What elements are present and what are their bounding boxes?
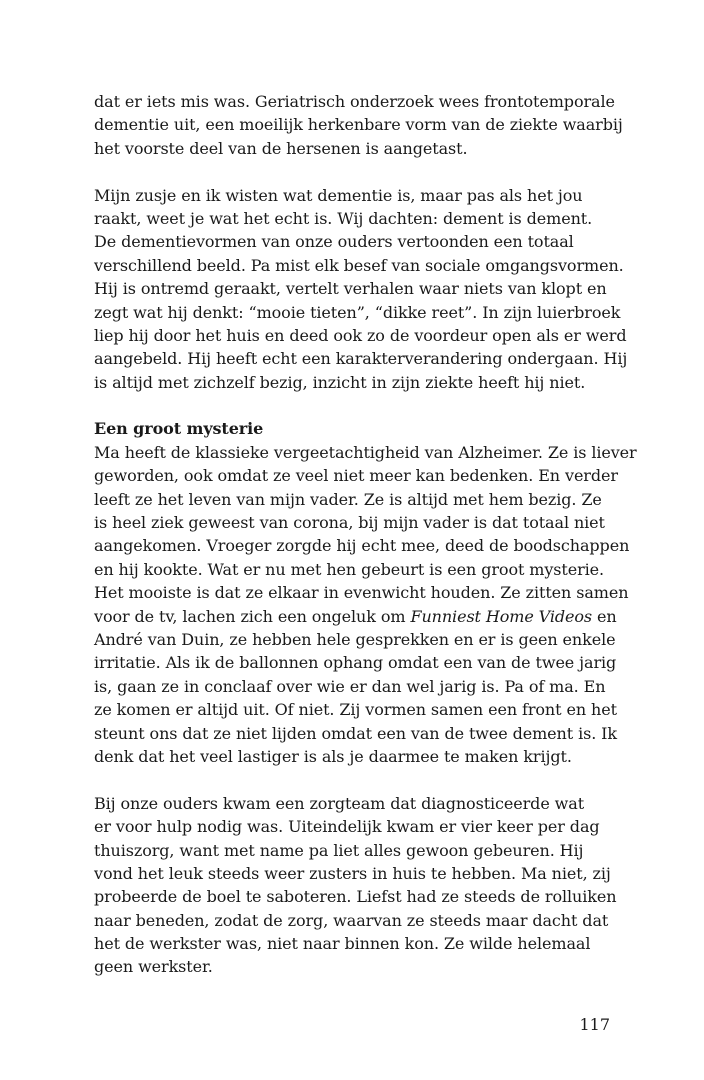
text-line: ze komen er altijd uit. Of niet. Zij vormen samen een front en het bbox=[94, 700, 617, 720]
text-line: aangekomen. Vroeger zorgde hij echt mee, deed de boodschappen bbox=[94, 536, 630, 556]
text-line: Ma heeft de klassieke vergeetachtigheid van Alzheimer. Ze is liever bbox=[94, 442, 637, 462]
text-line: steunt ons dat ze niet lijden omdat een van de twee dement is. Ik bbox=[94, 723, 617, 743]
text-line: irritatie. Als ik de ballonnen ophang omdat een van de twee jarig bbox=[94, 653, 617, 673]
text-line: leeft ze het leven van mijn vader. Ze is altijd met hem bezig. Ze bbox=[94, 489, 602, 509]
text-line: liep hij door het huis en deed ook zo de voordeur open als er werd bbox=[94, 325, 627, 345]
paragraph-2 bbox=[94, 184, 628, 395]
text-line: het voorste deel van de hersenen is aangetast. bbox=[94, 138, 468, 158]
text-line: Het mooiste is dat ze elkaar in evenwicht houden. Ze zitten samen bbox=[94, 583, 629, 603]
text-fragment: en bbox=[592, 606, 617, 626]
text-line: denk dat het veel lastiger is als je daarmee te maken krijgt. bbox=[94, 746, 572, 766]
text-line: naar beneden, zodat de zorg, waarvan ze steeds maar dacht dat bbox=[94, 910, 609, 930]
paragraph-gap bbox=[94, 160, 614, 183]
text-line: is, gaan ze in conclaaf over wie er dan wel jarig is. Pa of ma. En bbox=[94, 676, 606, 696]
text-line: het de werkster was, niet naar binnen kon. Ze wilde helemaal bbox=[94, 934, 591, 954]
text-line: er voor hulp nodig was. Uiteindelijk kwam er vier keer per dag bbox=[94, 817, 600, 837]
text-line: dat er iets mis was. Geriatrisch onderzoek wees frontotemporale bbox=[94, 92, 615, 111]
page-number: 117 bbox=[579, 1015, 610, 1034]
text-line: De dementievormen van onze ouders vertoonden een totaal bbox=[94, 232, 574, 252]
text-line: zegt wat hij denkt: “mooie tieten”, “dikke reet”. In zijn luierbroek bbox=[94, 302, 621, 322]
text-line: aangebeld. Hij heeft echt een karakterverandering ondergaan. Hij bbox=[94, 349, 628, 369]
text-line: dementie uit, een moeilijk herkenbare vorm van de ziekte waarbij bbox=[94, 115, 623, 135]
section-heading: Een groot mysterie bbox=[94, 419, 264, 439]
paragraph-4 bbox=[94, 792, 617, 979]
text-line: Bij onze ouders kwam een zorgteam dat diagnosticeerde wat bbox=[94, 793, 585, 813]
text-line: geen werkster. bbox=[94, 957, 213, 977]
text-line: André van Duin, ze hebben hele gesprekken en er is geen enkele bbox=[94, 629, 616, 649]
paragraph-3 bbox=[94, 441, 637, 768]
text-line-with-title bbox=[94, 605, 617, 628]
tv-show-title: Funniest Home Videos bbox=[410, 606, 593, 626]
text-line: is altijd met zichzelf bezig, inzicht in zijn ziekte heeft hij niet. bbox=[94, 372, 586, 392]
text-line: Mijn zusje en ik wisten wat dementie is, maar pas als het jou bbox=[94, 185, 583, 205]
text-line: is heel ziek geweest van corona, bij mijn vader is dat totaal niet bbox=[94, 513, 605, 533]
paragraph-1 bbox=[94, 90, 623, 160]
text-line: Hij is ontremd geraakt, vertelt verhalen waar niets van klopt en bbox=[94, 279, 607, 299]
text-line: en hij kookte. Wat er nu met hen gebeurt is een groot mysterie. bbox=[94, 559, 605, 579]
text-line: raakt, weet je wat het echt is. Wij dachten: dement is dement. bbox=[94, 208, 593, 228]
text-fragment: voor de tv, lachen zich een ongeluk om bbox=[94, 606, 411, 626]
text-line: verschillend beeld. Pa mist elk besef van sociale omgangsvormen. bbox=[94, 255, 624, 275]
text-line: probeerde de boel te saboteren. Liefst had ze steeds de rolluiken bbox=[94, 887, 617, 907]
text-line: vond het leuk steeds weer zusters in huis te hebben. Ma niet, zij bbox=[94, 863, 611, 883]
body-text bbox=[94, 90, 637, 979]
paragraph-gap bbox=[94, 394, 614, 417]
text-line: thuiszorg, want met name pa liet alles gewoon gebeuren. Hij bbox=[94, 840, 584, 860]
text-line: geworden, ook omdat ze veel niet meer kan bedenken. En verder bbox=[94, 466, 618, 486]
paragraph-gap bbox=[94, 768, 614, 791]
